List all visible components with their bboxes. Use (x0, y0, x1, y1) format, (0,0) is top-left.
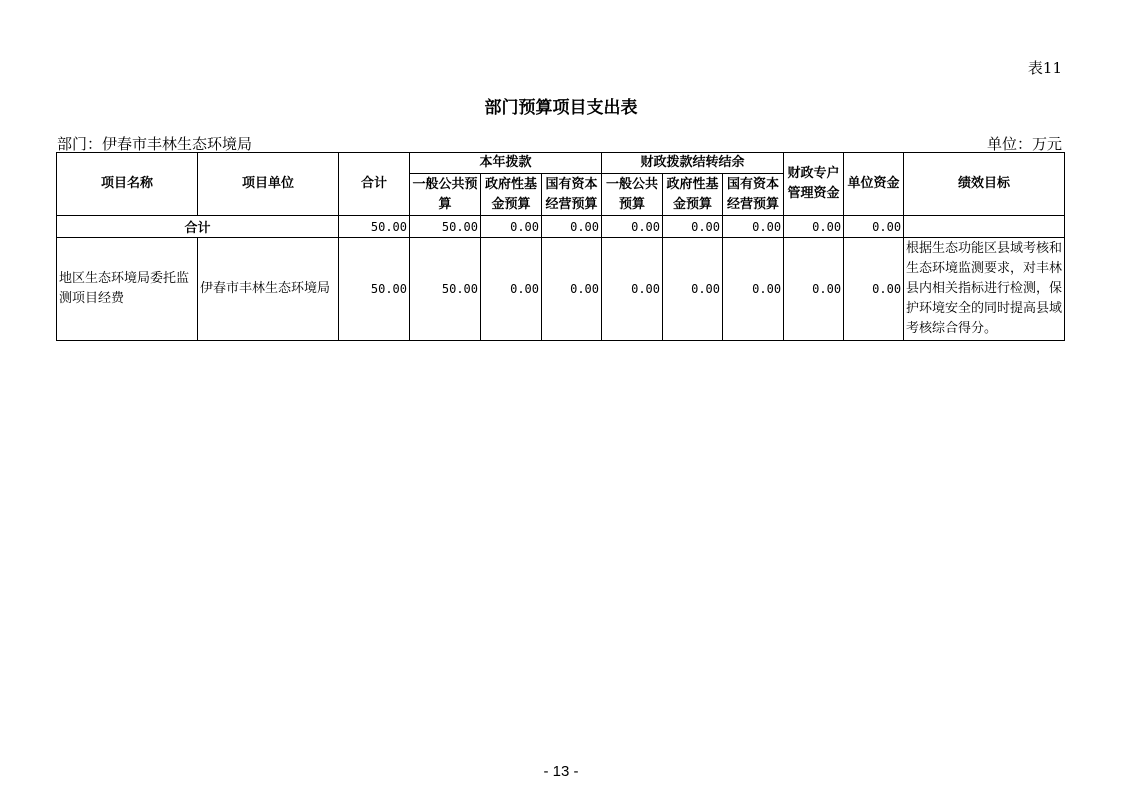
header-carryover-general-budget: 一般公共预算 (602, 174, 663, 216)
row-value-carryover-general: 0.00 (602, 238, 663, 341)
row-project-unit: 伊春市丰林生态环境局 (198, 238, 339, 341)
total-value-unit-fund: 0.00 (844, 216, 904, 238)
total-row (57, 216, 1065, 238)
row-project-name: 地区生态环境局委托监测项目经费 (57, 238, 198, 341)
table-row (57, 238, 1065, 341)
total-value-general-budget: 50.00 (410, 216, 481, 238)
total-value-carryover-capital: 0.00 (723, 216, 784, 238)
total-value-carryover-fund: 0.00 (663, 216, 723, 238)
header-project-name: 项目名称 (57, 153, 198, 216)
row-value-capital-budget: 0.00 (542, 238, 602, 341)
page-number: - 13 - (543, 763, 579, 780)
total-value-total: 50.00 (339, 216, 410, 238)
budget-table (56, 152, 1065, 341)
header-carryover: 财政拨款结转结余 (602, 153, 784, 174)
header-capital-budget: 国有资本经营预算 (542, 174, 602, 216)
total-value-carryover-general: 0.00 (602, 216, 663, 238)
header-special-fund: 财政专户管理资金 (784, 153, 844, 216)
page-title: 部门预算项目支出表 (484, 98, 638, 118)
header-general-budget: 一般公共预算 (410, 174, 481, 216)
table-number: 表11 (1027, 59, 1062, 77)
total-label: 合计 (57, 216, 339, 238)
row-value-carryover-fund: 0.00 (663, 238, 723, 341)
header-current-year: 本年拨款 (410, 153, 602, 174)
total-performance (904, 216, 1065, 238)
row-value-total: 50.00 (339, 238, 410, 341)
row-value-unit-fund: 0.00 (844, 238, 904, 341)
row-value-fund-budget: 0.00 (481, 238, 542, 341)
row-value-carryover-capital: 0.00 (723, 238, 784, 341)
department-label: 部门：伊春市丰林生态环境局 (57, 135, 253, 153)
unit-label: 单位：万元 (986, 135, 1062, 153)
header-performance: 绩效目标 (904, 153, 1065, 216)
row-value-general-budget: 50.00 (410, 238, 481, 341)
header-carryover-fund-budget: 政府性基金预算 (663, 174, 723, 216)
total-value-fund-budget: 0.00 (481, 216, 542, 238)
header-unit-fund: 单位资金 (844, 153, 904, 216)
header-fund-budget: 政府性基金预算 (481, 174, 542, 216)
header-project-unit: 项目单位 (198, 153, 339, 216)
total-value-special-fund: 0.00 (784, 216, 844, 238)
total-value-capital-budget: 0.00 (542, 216, 602, 238)
header-total: 合计 (339, 153, 410, 216)
row-value-special-fund: 0.00 (784, 238, 844, 341)
row-performance-goal: 根据生态功能区县域考核和生态环境监测要求，对丰林县内相关指标进行检测，保护环境安全的同时提高县域考核综合得分。 (904, 238, 1065, 341)
header-carryover-capital-budget: 国有资本经营预算 (723, 174, 784, 216)
